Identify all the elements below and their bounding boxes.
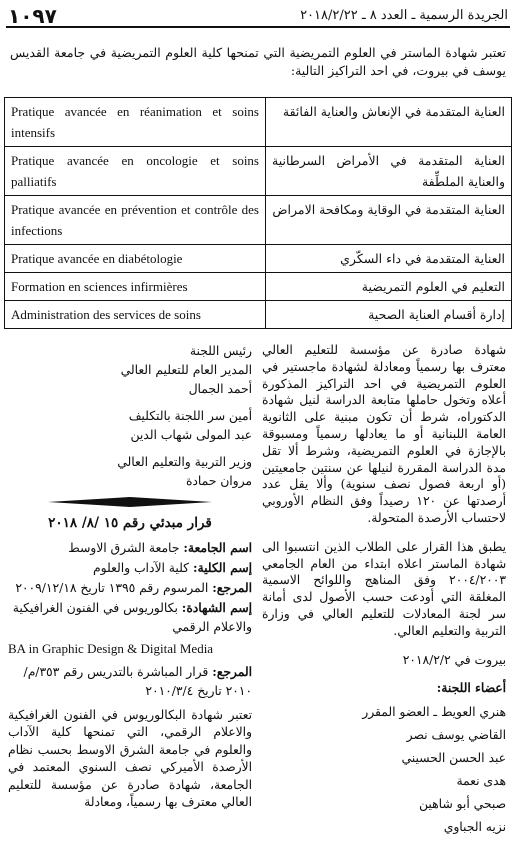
specializations-table: [4, 97, 512, 329]
institution-value: جامعة الشرق الاوسط: [68, 540, 180, 555]
application-paragraph: يطبق هذا القرار على الطلاب الذين انتسبوا الى شهادة الماستر اعلاه ابتداء من العام الجامعي ٢٠٠٤/٢٠٠٣ وفق المناهج واللوائح الاسمية المغلقة التي أودعت حسب الأصول لدى أمانة سر لجنة المعادلات للتعليم العالي في وزارة التربية والتعليم العالي.: [262, 539, 506, 638]
french-specialization: Formation en sciences infirmières: [5, 273, 266, 301]
committee-members-title: أعضاء اللجنة:: [436, 680, 506, 696]
reference-value: المرسوم رقم ١٣٩٥ تاريخ ٢٠٠٩/١٢/١٨: [15, 580, 209, 595]
ornamental-divider: [8, 495, 252, 509]
minister-name: مروان حمادة: [185, 474, 252, 488]
table-row: [5, 245, 512, 273]
table-row: [5, 98, 512, 147]
committee-member: صبحي أبو شاهين: [419, 797, 506, 812]
reference-field: [8, 578, 252, 598]
french-specialization: Pratique avancée en oncologie et soins palliatifs: [5, 147, 266, 196]
teaching-reference-field: [8, 662, 252, 701]
table-row: [5, 301, 512, 329]
faculty-label: إسم الكلية:: [192, 559, 252, 575]
committee-member: عبد الحسن الحسيني: [401, 751, 506, 766]
right-column: [262, 342, 506, 839]
header-rule: [6, 26, 510, 28]
minister-role: وزير التربية والتعليم العالي: [117, 455, 252, 469]
certificate-label: إسم الشهادة:: [181, 599, 252, 615]
teaching-reference-value: قرار المباشرة بالتدريس رقم ٣٥٣/م/٢٠١٠ تاريخ ٢٠١٠/٣/٤: [23, 664, 252, 698]
page-number: ١٠٩٧: [8, 4, 57, 28]
faculty-field: [8, 558, 252, 578]
french-specialization: Administration des services de soins: [5, 301, 266, 329]
certificate-field: [8, 598, 252, 637]
closing-paragraph: تعتبر شهادة البكالوريوس في الفنون الغرافيكية والاعلام الرقمي، التي تمنحها كلية الآداب والعلوم في جامعة الشرق الاوسط بحسب نظام الأرصدة الأميركي نصف السنوي المعتمد في الجامعة، شهادة صادرة عن مؤسسة للتعليم العالي معترف بها رسمياً، ومعادلة: [8, 707, 252, 810]
french-specialization: Pratique avancée en diabétologie: [5, 245, 266, 273]
arabic-specialization: التعليم في العلوم التمريضية: [266, 273, 512, 301]
secretary-name: عبد المولى شهاب الدين: [130, 428, 252, 442]
arabic-specialization: العناية المتقدمة في الإنعاش والعناية الفائقة: [266, 98, 512, 147]
arabic-specialization: العناية المتقدمة في الأمراض السرطانية والعناية الملطِّفة: [266, 147, 512, 196]
chair-description: المدير العام للتعليم العالي: [120, 363, 252, 377]
table-row: [5, 147, 512, 196]
committee-member: القاضي يوسف نصر: [406, 728, 506, 743]
institution-field: [8, 538, 252, 558]
reference-label: المرجع:: [212, 579, 252, 595]
teaching-reference-label: المرجع:: [212, 663, 252, 679]
certificate-value: بكالوريوس في الفنون الغرافيكية والاعلام الرقمي: [12, 600, 252, 634]
intro-paragraph: تعتبر شهادة الماستر في العلوم التمريضية التي تمنحها كلية العلوم التمريضية في جامعة القديس يوسف في بيروت، في احد التراكيز التالية:: [10, 45, 506, 78]
chair-name: أحمد الجمال: [188, 382, 252, 396]
certificate-english-name: BA in Graphic Design & Digital Media: [8, 640, 214, 656]
faculty-value: كلية الآداب والعلوم: [93, 560, 190, 575]
french-specialization: Pratique avancée en réanimation et soins intensifs: [5, 98, 266, 147]
institution-label: اسم الجامعة:: [183, 539, 252, 555]
left-column: [8, 342, 252, 812]
secretary-role: أمين سر اللجنة بالتكليف: [128, 409, 252, 423]
arabic-specialization: إدارة أقسام العناية الصحية: [266, 301, 512, 329]
committee-member: نزيه الجباوي: [443, 820, 506, 835]
gazette-title: الجريدة الرسمية ـ العدد ٨ ـ ٢٠١٨/٢/٢٢: [300, 8, 508, 23]
french-specialization: Pratique avancée en prévention et contrôle des infections: [5, 196, 266, 245]
committee-members-list: [262, 701, 506, 839]
arabic-specialization: العناية المتقدمة في داء السكّري: [266, 245, 512, 273]
decision-date: بيروت في ٢٠١٨/٢/٢: [402, 652, 506, 667]
decision-title: قرار مبدئي رقم ١٥ /٨/ ٢٠١٨: [48, 515, 212, 531]
committee-member: هنري العويط ـ العضو المقرر: [362, 705, 506, 720]
table-row: [5, 273, 512, 301]
chair-role: رئيس اللجنة: [189, 344, 252, 358]
arabic-specialization: العناية المتقدمة في الوقاية ومكافحة الامراض: [266, 196, 512, 245]
table-row: [5, 196, 512, 245]
committee-member: هدى نعمة: [456, 774, 506, 789]
equivalence-paragraph: شهادة صادرة عن مؤسسة للتعليم العالي معترف بها رسمياً ومعادلة لشهادة ماجستير في العلوم التمريضية في احد التراكيز المذكورة أعلاه وتخول حاملها متابعة الدراسة لنيل شهادة الدكتوراه، شرط أن تكون مبنية على الثانوية العامة اللبنانية أو ما يعادلها رسمياً ومسبوقة بالإجازة في العلوم التمريضية، وشرط ألا تقل مدة الدراسة المقررة لنيلها عن سنتين جامعيتين (أو اربعة فصول نصف سنوية) وألا يقل عدد أرصدتها عن ١٢٠ رصيداً وفق النظام الأوروبي لاحتساب الأرصدة المتحولة.: [262, 343, 506, 525]
